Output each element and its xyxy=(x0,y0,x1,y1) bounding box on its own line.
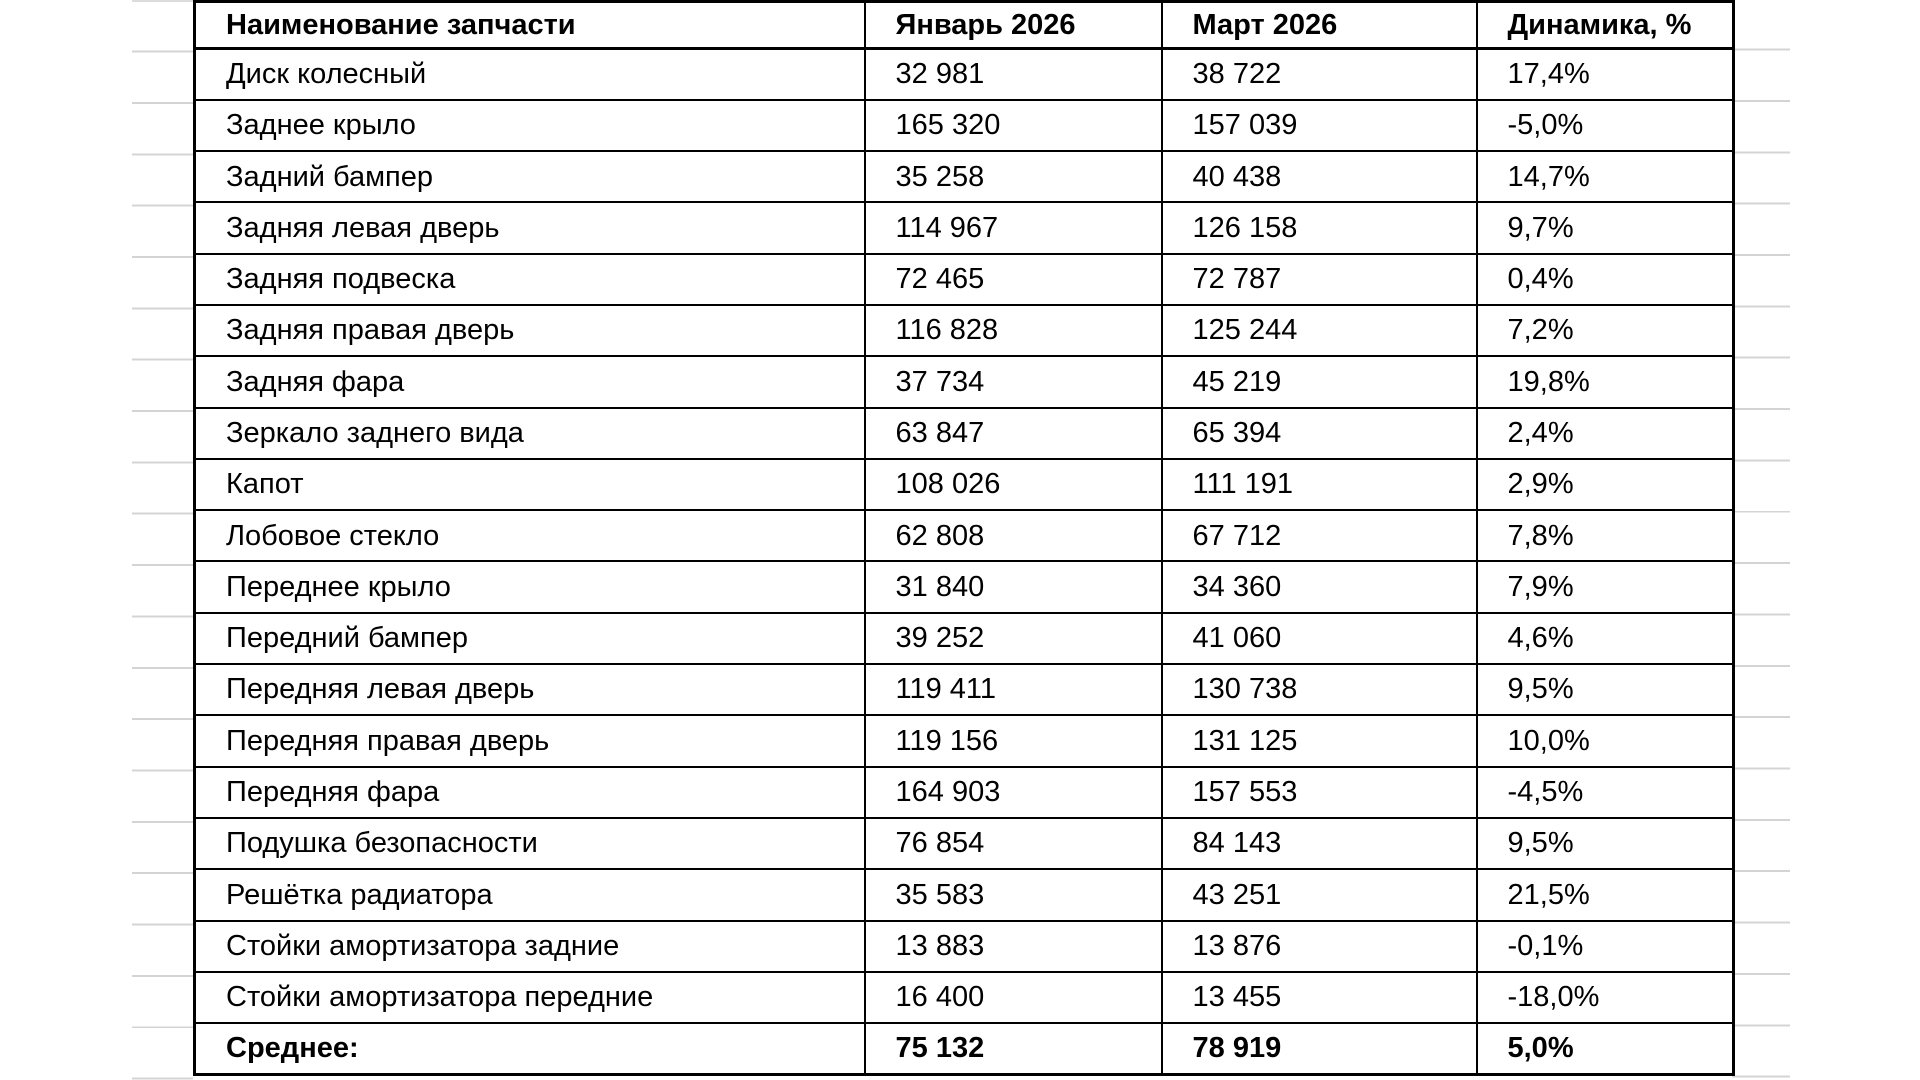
cell-jan-value[interactable]: 35 258 xyxy=(865,151,1162,202)
cell-dynamics[interactable]: 9,5% xyxy=(1477,818,1734,869)
cell-jan-value[interactable]: 35 583 xyxy=(865,869,1162,920)
cell-mar-value[interactable]: 43 251 xyxy=(1162,869,1477,920)
cell-part-name[interactable]: Передняя правая дверь xyxy=(195,715,865,766)
summary-jan-value[interactable]: 75 132 xyxy=(865,1023,1162,1074)
cell-jan-value[interactable]: 119 411 xyxy=(865,664,1162,715)
cell-jan-value[interactable]: 76 854 xyxy=(865,818,1162,869)
header-row xyxy=(195,2,1734,49)
table-row xyxy=(195,356,1734,407)
cell-part-name[interactable]: Заднее крыло xyxy=(195,100,865,151)
cell-part-name[interactable]: Переднее крыло xyxy=(195,561,865,612)
summary-dynamics[interactable]: 5,0% xyxy=(1477,1023,1734,1074)
table-row xyxy=(195,921,1734,972)
cell-dynamics[interactable]: -0,1% xyxy=(1477,921,1734,972)
cell-part-name[interactable]: Зеркало заднего вида xyxy=(195,408,865,459)
cell-part-name[interactable]: Передний бампер xyxy=(195,613,865,664)
cell-dynamics[interactable]: -4,5% xyxy=(1477,767,1734,818)
table-row xyxy=(195,254,1734,305)
table-row xyxy=(195,151,1734,202)
cell-part-name[interactable]: Задняя фара xyxy=(195,356,865,407)
cell-dynamics[interactable]: 10,0% xyxy=(1477,715,1734,766)
cell-dynamics[interactable]: 0,4% xyxy=(1477,254,1734,305)
cell-jan-value[interactable]: 16 400 xyxy=(865,972,1162,1023)
cell-dynamics[interactable]: 17,4% xyxy=(1477,49,1734,100)
cell-part-name[interactable]: Задний бампер xyxy=(195,151,865,202)
cell-mar-value[interactable]: 38 722 xyxy=(1162,49,1477,100)
cell-dynamics[interactable]: -5,0% xyxy=(1477,100,1734,151)
cell-dynamics[interactable]: -18,0% xyxy=(1477,972,1734,1023)
cell-jan-value[interactable]: 63 847 xyxy=(865,408,1162,459)
cell-jan-value[interactable]: 119 156 xyxy=(865,715,1162,766)
cell-part-name[interactable]: Стойки амортизатора передние xyxy=(195,972,865,1023)
cell-part-name[interactable]: Задняя подвеска xyxy=(195,254,865,305)
table-row xyxy=(195,49,1734,100)
cell-part-name[interactable]: Стойки амортизатора задние xyxy=(195,921,865,972)
cell-mar-value[interactable]: 40 438 xyxy=(1162,151,1477,202)
summary-mar-value[interactable]: 78 919 xyxy=(1162,1023,1477,1074)
table-row xyxy=(195,715,1734,766)
cell-dynamics[interactable]: 2,4% xyxy=(1477,408,1734,459)
cell-part-name[interactable]: Задняя правая дверь xyxy=(195,305,865,356)
table-row xyxy=(195,510,1734,561)
cell-part-name[interactable]: Задняя левая дверь xyxy=(195,202,865,253)
cell-part-name[interactable]: Решётка радиатора xyxy=(195,869,865,920)
table-row xyxy=(195,613,1734,664)
cell-mar-value[interactable]: 41 060 xyxy=(1162,613,1477,664)
cell-part-name[interactable]: Лобовое стекло xyxy=(195,510,865,561)
table-row xyxy=(195,818,1734,869)
cell-mar-value[interactable]: 125 244 xyxy=(1162,305,1477,356)
cell-dynamics[interactable]: 7,8% xyxy=(1477,510,1734,561)
cell-jan-value[interactable]: 62 808 xyxy=(865,510,1162,561)
header-january-2026[interactable]: Январь 2026 xyxy=(865,2,1162,49)
cell-jan-value[interactable]: 165 320 xyxy=(865,100,1162,151)
cell-jan-value[interactable]: 114 967 xyxy=(865,202,1162,253)
cell-dynamics[interactable]: 4,6% xyxy=(1477,613,1734,664)
cell-part-name[interactable]: Диск колесный xyxy=(195,49,865,100)
cell-mar-value[interactable]: 65 394 xyxy=(1162,408,1477,459)
cell-jan-value[interactable]: 13 883 xyxy=(865,921,1162,972)
cell-dynamics[interactable]: 14,7% xyxy=(1477,151,1734,202)
cell-part-name[interactable]: Подушка безопасности xyxy=(195,818,865,869)
header-part-name[interactable]: Наименование запчасти xyxy=(195,2,865,49)
table-row xyxy=(195,767,1734,818)
cell-mar-value[interactable]: 157 553 xyxy=(1162,767,1477,818)
cell-mar-value[interactable]: 34 360 xyxy=(1162,561,1477,612)
cell-part-name[interactable]: Передняя левая дверь xyxy=(195,664,865,715)
table-row xyxy=(195,972,1734,1023)
cell-mar-value[interactable]: 157 039 xyxy=(1162,100,1477,151)
table-row xyxy=(195,459,1734,510)
parts-price-table xyxy=(193,0,1735,1076)
cell-mar-value[interactable]: 13 455 xyxy=(1162,972,1477,1023)
cell-dynamics[interactable]: 7,2% xyxy=(1477,305,1734,356)
cell-jan-value[interactable]: 108 026 xyxy=(865,459,1162,510)
cell-mar-value[interactable]: 126 158 xyxy=(1162,202,1477,253)
cell-dynamics[interactable]: 2,9% xyxy=(1477,459,1734,510)
cell-dynamics[interactable]: 9,5% xyxy=(1477,664,1734,715)
cell-dynamics[interactable]: 21,5% xyxy=(1477,869,1734,920)
cell-mar-value[interactable]: 13 876 xyxy=(1162,921,1477,972)
cell-part-name[interactable]: Передняя фара xyxy=(195,767,865,818)
cell-jan-value[interactable]: 164 903 xyxy=(865,767,1162,818)
cell-part-name[interactable]: Капот xyxy=(195,459,865,510)
cell-dynamics[interactable]: 19,8% xyxy=(1477,356,1734,407)
table-row xyxy=(195,408,1734,459)
cell-mar-value[interactable]: 45 219 xyxy=(1162,356,1477,407)
cell-mar-value[interactable]: 72 787 xyxy=(1162,254,1477,305)
header-dynamics[interactable]: Динамика, % xyxy=(1477,2,1734,49)
cell-mar-value[interactable]: 67 712 xyxy=(1162,510,1477,561)
table-row xyxy=(195,202,1734,253)
cell-jan-value[interactable]: 32 981 xyxy=(865,49,1162,100)
table-row xyxy=(195,869,1734,920)
right-margin-gridlines xyxy=(1732,0,1790,1080)
cell-mar-value[interactable]: 131 125 xyxy=(1162,715,1477,766)
cell-jan-value[interactable]: 72 465 xyxy=(865,254,1162,305)
cell-jan-value[interactable]: 37 734 xyxy=(865,356,1162,407)
table-row xyxy=(195,561,1734,612)
summary-row xyxy=(195,1023,1734,1074)
header-march-2026[interactable]: Март 2026 xyxy=(1162,2,1477,49)
table-row xyxy=(195,305,1734,356)
cell-jan-value[interactable]: 31 840 xyxy=(865,561,1162,612)
cell-dynamics[interactable]: 7,9% xyxy=(1477,561,1734,612)
cell-mar-value[interactable]: 84 143 xyxy=(1162,818,1477,869)
cell-jan-value[interactable]: 39 252 xyxy=(865,613,1162,664)
table-row xyxy=(195,664,1734,715)
summary-label[interactable]: Среднее: xyxy=(195,1023,865,1074)
cell-dynamics[interactable]: 9,7% xyxy=(1477,202,1734,253)
cell-jan-value[interactable]: 116 828 xyxy=(865,305,1162,356)
cell-mar-value[interactable]: 130 738 xyxy=(1162,664,1477,715)
table-row xyxy=(195,100,1734,151)
cell-mar-value[interactable]: 111 191 xyxy=(1162,459,1477,510)
left-margin-gridlines xyxy=(132,0,193,1080)
